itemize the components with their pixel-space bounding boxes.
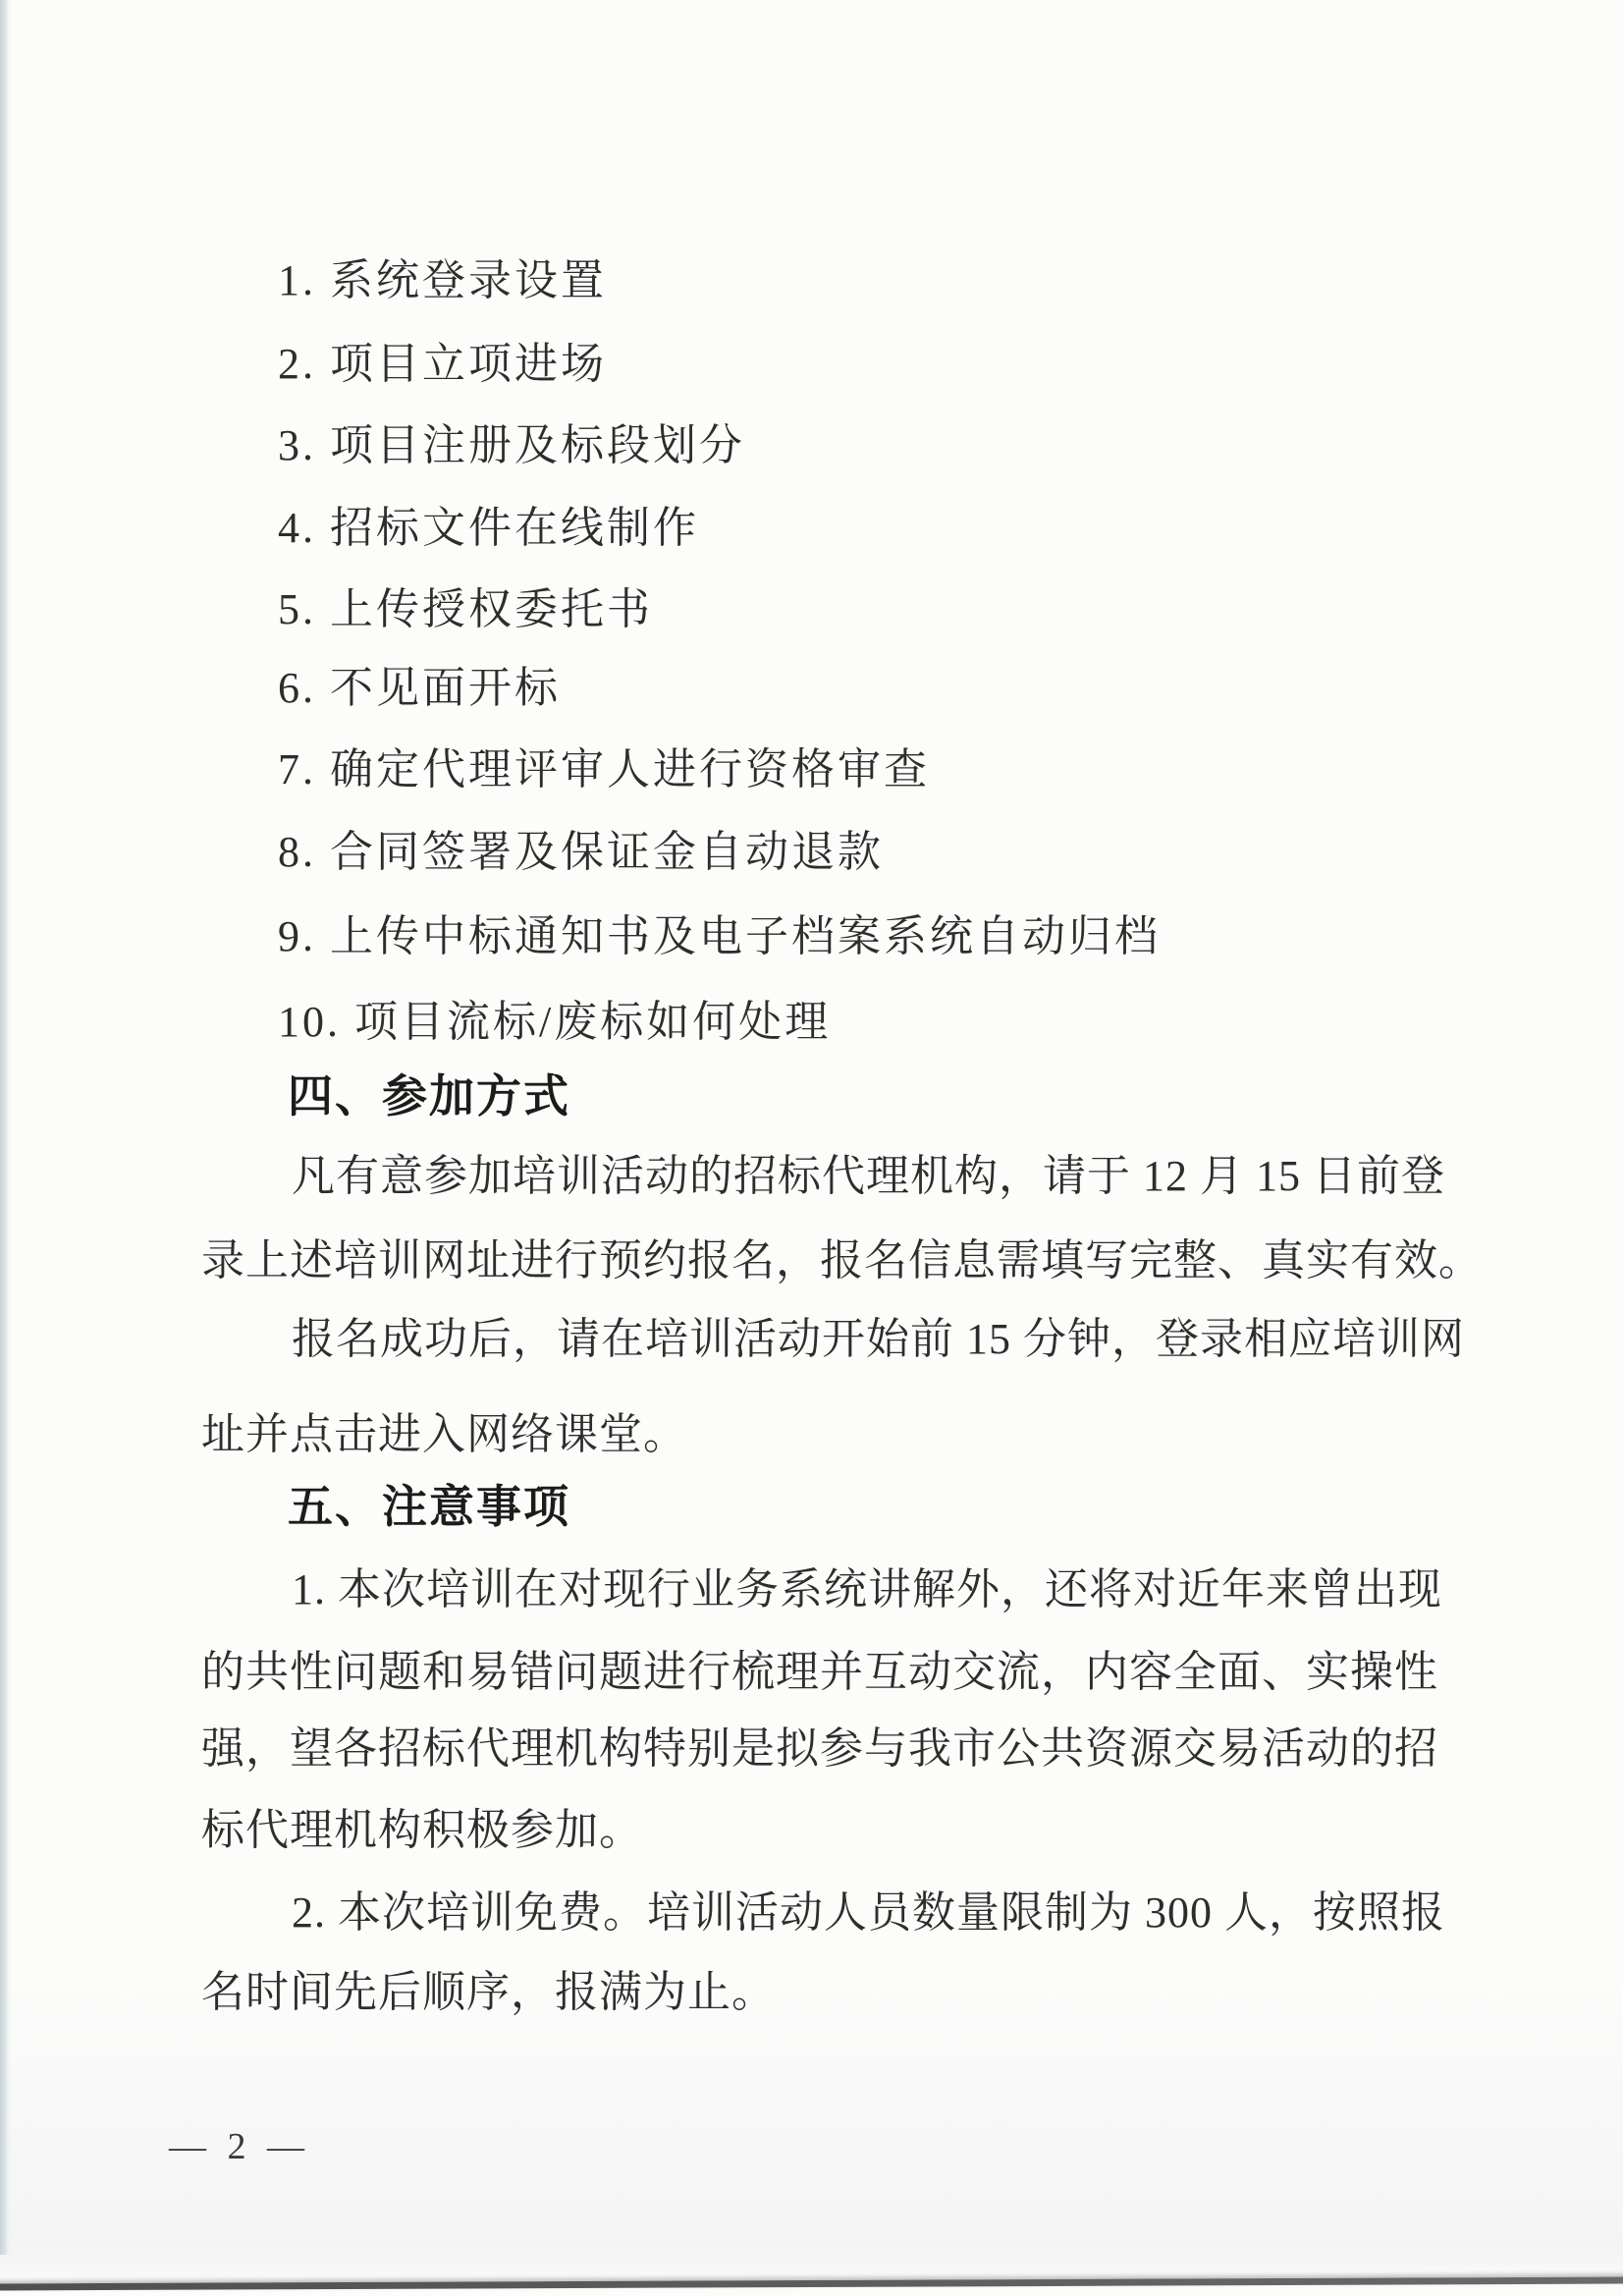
agenda-item: 4. 招标文件在线制作 xyxy=(278,504,699,552)
agenda-item: 8. 合同签署及保证金自动退款 xyxy=(278,828,884,876)
page-number: — 2 — xyxy=(169,2126,310,2167)
body-line: 强，望各招标代理机构特别是拟参与我市公共资源交易活动的招 xyxy=(201,1724,1438,1773)
agenda-item: 1. 系统登录设置 xyxy=(278,256,607,304)
body-line: 凡有意参加培训活动的招标代理机构，请于 12 月 15 日前登 xyxy=(292,1152,1445,1200)
body-line: 1. 本次培训在对现行业务系统讲解外，还将对近年来曾出现 xyxy=(292,1565,1442,1613)
body-line: 录上述培训网址进行预约报名，报名信息需填写完整、真实有效。 xyxy=(201,1236,1483,1285)
body-line: 报名成功后，请在培训活动开始前 15 分钟，登录相应培训网 xyxy=(292,1315,1465,1363)
scan-edge-bottom xyxy=(0,2276,1623,2290)
body-line: 址并点击进入网络课堂。 xyxy=(201,1410,687,1458)
agenda-item: 3. 项目注册及标段划分 xyxy=(278,421,745,469)
agenda-item: 6. 不见面开标 xyxy=(278,664,561,712)
agenda-item: 7. 确定代理评审人进行资格审查 xyxy=(278,745,930,793)
scan-edge-left xyxy=(0,0,12,2255)
agenda-item: 10. 项目流标/废标如何处理 xyxy=(278,998,832,1046)
section-heading-4: 四、参加方式 xyxy=(288,1070,570,1121)
body-line: 名时间先后顺序，报满为止。 xyxy=(201,1968,776,2016)
agenda-item: 9. 上传中标通知书及电子档案系统自动归档 xyxy=(278,912,1161,960)
agenda-item: 5. 上传授权委托书 xyxy=(278,585,653,633)
agenda-item: 2. 项目立项进场 xyxy=(278,340,607,388)
section-heading-5: 五、注意事项 xyxy=(288,1481,570,1532)
body-line: 的共性问题和易错问题进行梳理并互动交流，内容全面、实操性 xyxy=(201,1648,1438,1696)
body-line: 2. 本次培训免费。培训活动人员数量限制为 300 人，按照报 xyxy=(292,1888,1445,1937)
body-line: 标代理机构积极参加。 xyxy=(201,1806,643,1854)
